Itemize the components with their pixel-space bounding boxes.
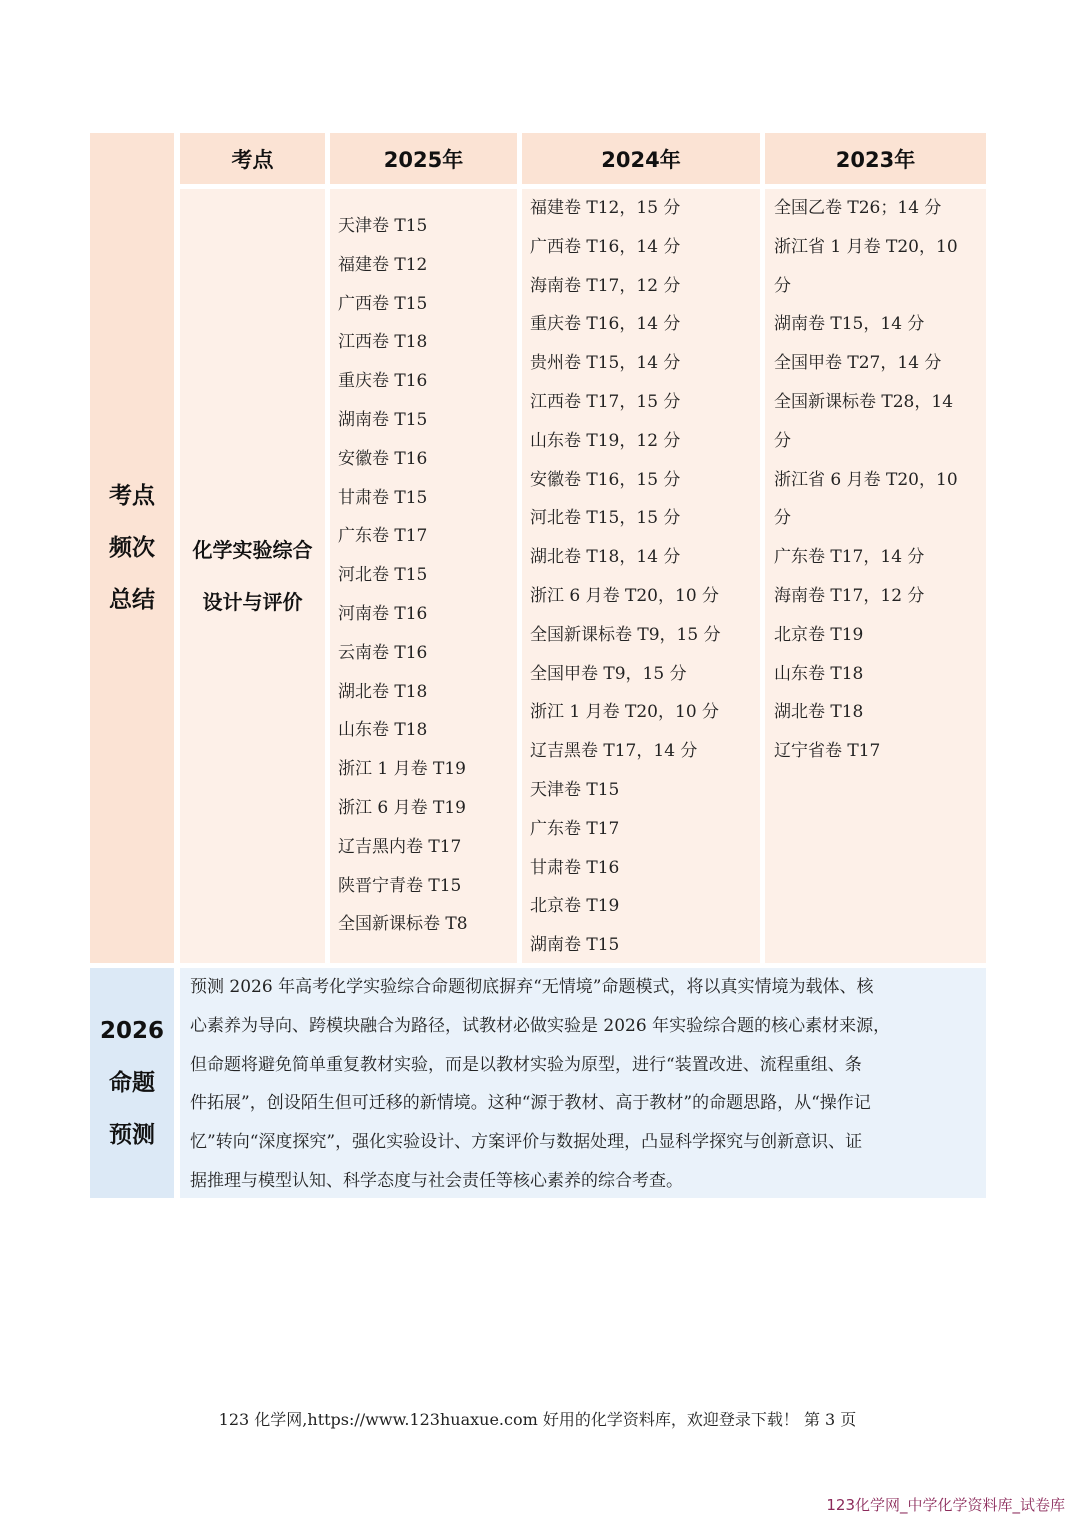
prediction-side-cell: [90, 968, 174, 1198]
list-item-2024: 福建卷 T12，15 分: [530, 198, 681, 218]
list-item-2024: 甘肃卷 T16: [530, 857, 620, 878]
prediction-side-line: 2026: [99, 1018, 164, 1044]
list-item-2024: 天津卷 T15: [530, 779, 620, 800]
prediction-side-line: 命题: [109, 1070, 155, 1096]
list-item-2023: 分: [774, 508, 791, 529]
page-footer: 123 化学网,https://www.123huaxue.com 好用的化学资料库，欢迎登录下载！ 第 3 页: [218, 1410, 857, 1429]
list-item-2025: 广东卷 T17: [338, 526, 428, 547]
list-item-2024: 山东卷 T19，12 分: [530, 430, 681, 451]
list-item-2025: 江西卷 T18: [338, 332, 428, 353]
list-item-2023: 辽宁省卷 T17: [774, 741, 881, 762]
list-item-2024: 广东卷 T17: [530, 818, 620, 839]
list-item-2025: 湖北卷 T18: [338, 681, 428, 702]
side-summary-line: 考点: [109, 483, 155, 509]
prediction-line: 忆”转向“深度探究”，强化实验设计、方案评价与数据处理，凸显科学探究与创新意识、证: [190, 1132, 863, 1153]
watermark-text: 123化学网_中学化学资料库_试卷库: [826, 1496, 1065, 1514]
list-item-2024: 浙江 1 月卷 T20，10 分: [530, 702, 720, 723]
side-summary-line: 频次: [109, 535, 155, 561]
list-item-2023: 全国甲卷 T27，14 分: [774, 353, 942, 374]
prediction-line: 据推理与模型认知、科学态度与社会责任等核心素养的综合考查。: [190, 1170, 683, 1191]
prediction-line: 件拓展”，创设陌生但可迁移的新情境。这种“源于教材、高于教材”的命题思路，从“操作记: [190, 1093, 871, 1114]
list-item-2023: 湖北卷 T18: [774, 702, 864, 723]
list-item-2024: 河北卷 T15，15 分: [530, 508, 681, 529]
list-item-2025: 山东卷 T18: [338, 720, 428, 741]
prediction-line: 但命题将避免简单重复教材实验，而是以教材实验为原型，进行“装置改进、流程重组、条: [190, 1054, 862, 1075]
list-item-2025: 全国新课标卷 T8: [338, 914, 468, 935]
prediction-text: [180, 968, 986, 1198]
side-summary-cell: [90, 133, 174, 963]
list-item-2023: 山东卷 T18: [774, 663, 864, 684]
list-item-2024: 湖南卷 T15: [530, 935, 620, 956]
list-item-2024: 全国新课标卷 T9，15 分: [530, 624, 721, 645]
list-item-2025: 天津卷 T15: [338, 216, 428, 236]
list-item-2024: 贵州卷 T15，14 分: [530, 353, 681, 374]
list-2023: [765, 189, 986, 963]
header-2024: 2024年: [522, 133, 760, 184]
list-item-2023: 湖南卷 T15，14 分: [774, 314, 925, 335]
list-item-2024: 北京卷 T19: [530, 896, 620, 917]
list-item-2025: 河北卷 T15: [338, 565, 428, 586]
list-item-2024: 湖北卷 T18，14 分: [530, 547, 681, 568]
list-2025: [330, 189, 517, 963]
prediction-line: 预测 2026 年高考化学实验综合命题彻底摒弃“无情境”命题模式，将以真实情境为载体、核: [190, 977, 874, 997]
header-2023: 2023年: [765, 133, 986, 184]
list-item-2023: 分: [774, 430, 791, 451]
prediction-side-line: 预测: [109, 1122, 155, 1148]
list-item-2023: 全国乙卷 T26；14 分: [774, 198, 942, 218]
list-item-2025: 安徽卷 T16: [338, 448, 428, 469]
list-item-2024: 辽吉黑卷 T17，14 分: [530, 741, 698, 762]
list-item-2025: 河南卷 T16: [338, 603, 428, 624]
prediction-line: 心素养为导向、跨模块融合为路径，试教材必做实验是 2026 年实验综合题的核心素材来源，: [190, 1015, 891, 1036]
header-topic: 考点: [180, 133, 325, 184]
topic-line: 化学实验综合: [192, 538, 313, 562]
list-item-2025: 辽吉黑内卷 T17: [338, 836, 462, 857]
list-item-2025: 甘肃卷 T15: [338, 487, 428, 508]
list-item-2023: 全国新课标卷 T28，14: [774, 391, 954, 412]
side-summary-line: 总结: [109, 587, 155, 613]
list-item-2025: 广西卷 T15: [338, 293, 428, 314]
list-item-2023: 海南卷 T17，12 分: [774, 585, 925, 606]
list-item-2025: 浙江 1 月卷 T19: [338, 759, 466, 780]
list-item-2024: 重庆卷 T16，14 分: [530, 314, 681, 335]
list-item-2025: 浙江 6 月卷 T19: [338, 797, 466, 818]
list-item-2024: 海南卷 T17，12 分: [530, 275, 681, 296]
topic-line: 设计与评价: [202, 590, 303, 614]
list-item-2023: 北京卷 T19: [774, 624, 864, 645]
list-2024: [522, 189, 760, 963]
list-item-2024: 浙江 6 月卷 T20，10 分: [530, 585, 720, 606]
list-item-2024: 广西卷 T16，14 分: [530, 236, 681, 257]
list-item-2025: 云南卷 T16: [338, 642, 428, 663]
list-item-2024: 江西卷 T17，15 分: [530, 391, 681, 412]
list-item-2023: 浙江省 6 月卷 T20，10: [774, 469, 958, 490]
list-item-2025: 重庆卷 T16: [338, 371, 428, 392]
list-item-2025: 陕晋宁青卷 T15: [338, 875, 462, 896]
list-item-2025: 福建卷 T12: [338, 254, 428, 275]
list-item-2024: 全国甲卷 T9，15 分: [530, 663, 687, 684]
list-item-2023: 分: [774, 275, 791, 296]
list-item-2023: 浙江省 1 月卷 T20，10: [774, 236, 958, 257]
list-item-2024: 安徽卷 T16，15 分: [530, 469, 681, 490]
header-2025: 2025年: [330, 133, 517, 184]
topic-cell: [180, 189, 325, 963]
list-item-2023: 广东卷 T17，14 分: [774, 547, 925, 568]
list-item-2025: 湖南卷 T15: [338, 409, 428, 430]
